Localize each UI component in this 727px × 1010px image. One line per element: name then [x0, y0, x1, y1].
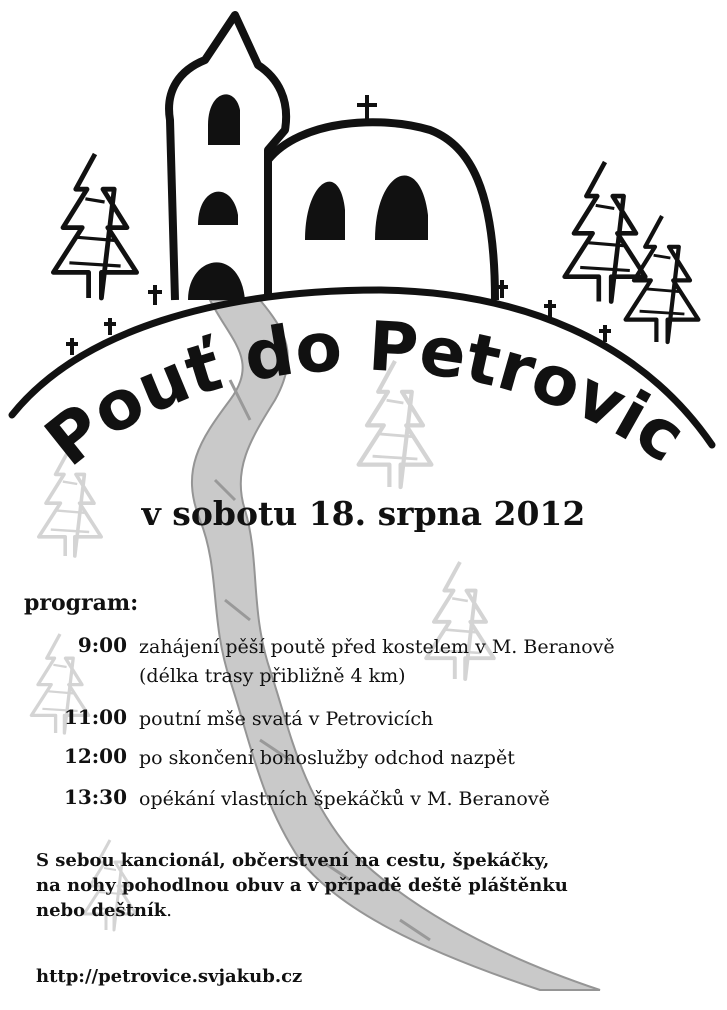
program-description: opékání vlastních špekáčků v M. Beranově: [139, 788, 550, 810]
program-time: 11:00: [63, 705, 127, 729]
website-url: http://petrovice.svjakub.cz: [36, 966, 303, 987]
program-description: po skončení bohoslužby odchod nazpět: [139, 747, 515, 769]
event-date: v sobotu 18. srpna 2012: [141, 494, 586, 533]
program-time: 9:00: [77, 633, 127, 657]
program-time: 12:00: [63, 744, 127, 768]
what-to-bring-note: [36, 848, 696, 923]
note-line: na nohy pohodlnou obuv a v případě deště pláštěnku: [36, 875, 568, 896]
note-line: S sebou kancionál, občerstvení na cestu, špekáčky,: [36, 850, 550, 871]
program-heading: program:: [24, 590, 139, 616]
poster-title: Pouť do Petrovic: [31, 307, 699, 482]
note-line: nebo deštník: [36, 900, 167, 921]
program-description: zahájení pěší poutě před kostelem v M. Beranově: [139, 636, 615, 658]
program-description: poutní mše svatá v Petrovicích: [139, 708, 434, 730]
program-description: (délka trasy přibližně 4 km): [139, 665, 406, 687]
program-time: 13:30: [63, 785, 127, 809]
note-period: .: [166, 900, 173, 921]
church-icon: [169, 15, 495, 300]
